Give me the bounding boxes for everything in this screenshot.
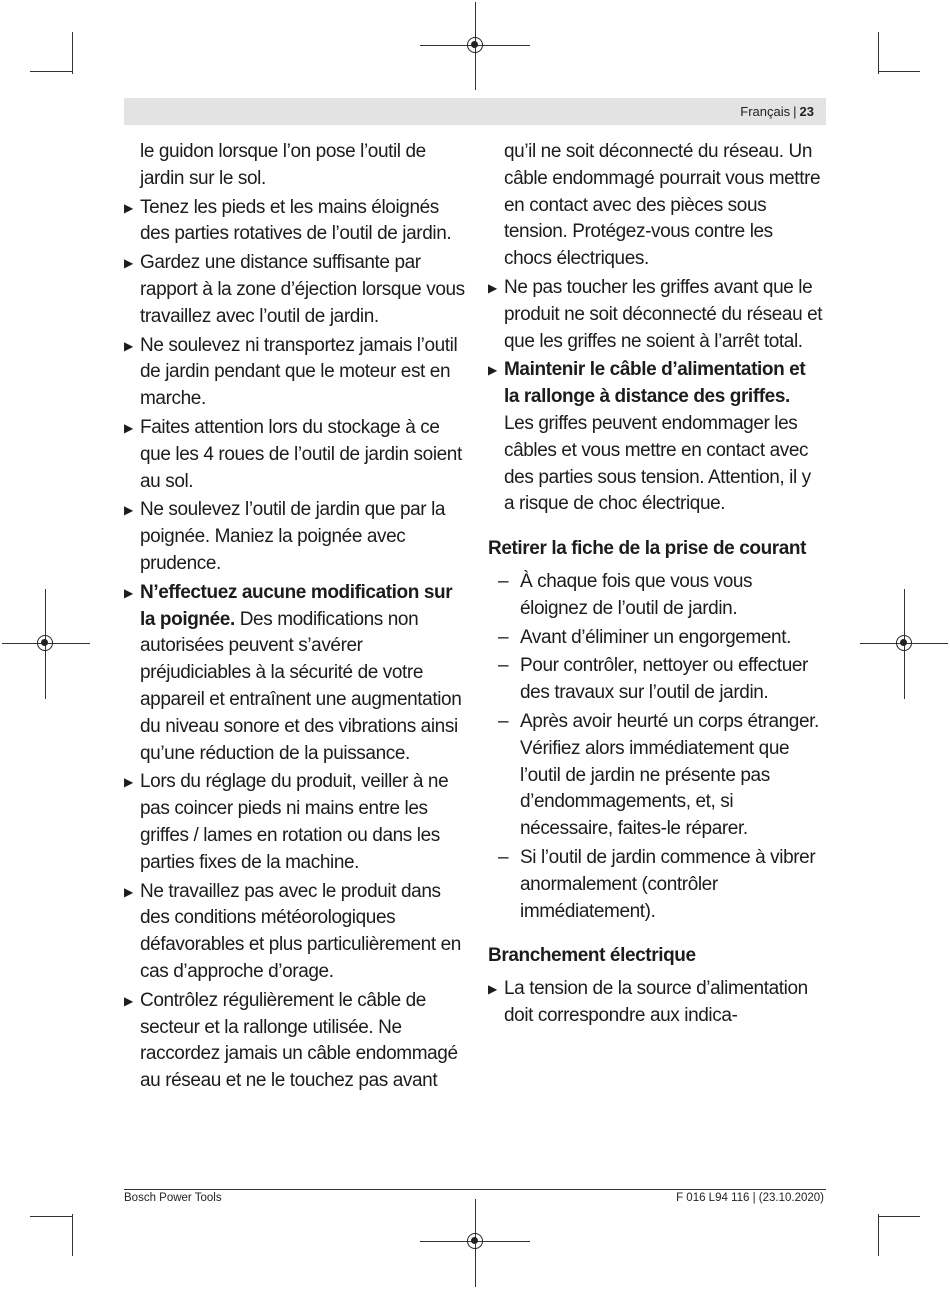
bullet-item: ▶ Tenez les pieds et les mains éloignés des parties rotatives de l’outil de jardin. <box>124 196 452 245</box>
bullet-bold-lead: Maintenir le câble d’alimentation et la rallonge à distance des griffes. <box>504 359 806 408</box>
paragraph: le guidon lorsque l’on pose l’outil de jardin sur le sol. <box>140 141 426 189</box>
dash-icon: – <box>498 655 509 677</box>
crop-mark <box>878 1216 920 1217</box>
footer-brand: Bosch Power Tools <box>124 1192 222 1204</box>
dash-icon: – <box>498 846 509 868</box>
header-text: Français | 23 <box>740 104 814 119</box>
bullet-triangle-icon: ▶ <box>124 884 133 899</box>
footer-doc-id: F 016 L94 116 | (23.10.2020) <box>676 1192 824 1204</box>
bullet-triangle-icon: ▶ <box>124 993 133 1008</box>
registration-target-icon <box>467 37 483 53</box>
bullet-item: ▶ Lors du réglage du produit, veiller à ne pas coincer pieds ni mains entre les griffes / lames en rotation ou dans les parties fixes de la machine. <box>124 771 449 873</box>
page-number: 23 <box>799 104 814 119</box>
bullet-item: ▶ Maintenir le câble d’alimentation et la rallonge à distance des griffes. Les griffes peuvent endommager les câbles et vous mettre en contact avec des parties sous tension. Attention, il y a risque de choc électrique. <box>488 359 811 515</box>
bullet-bold-lead: N’effectuez aucune modification sur la poignée. <box>140 581 453 630</box>
dash-icon: – <box>498 570 509 592</box>
bullet-item: ▶ N’effectuez aucune modification sur la poignée. Des modifications non autorisées peuvent s’avérer préjudiciables à la sécurité de votre appareil et entraînent une augmentation du niveau sonore et des vibrations ainsi qu’une réduction de la puissance. <box>124 581 462 764</box>
bullet-triangle-icon: ▶ <box>124 200 133 215</box>
dash-item: – Pour contrôler, nettoyer ou effectuer des travaux sur l’outil de jardin. <box>498 655 808 704</box>
bullet-triangle-icon: ▶ <box>124 503 133 518</box>
bullet-triangle-icon: ▶ <box>124 775 133 790</box>
left-column <box>124 139 466 1097</box>
bullet-triangle-icon: ▶ <box>124 256 133 271</box>
dash-icon: – <box>498 710 509 732</box>
bullet-triangle-icon: ▶ <box>124 338 133 353</box>
bullet-item: ▶ Ne soulevez ni transportez jamais l’outil de jardin pendant que le moteur est en marche. <box>124 334 458 410</box>
section-heading: Retirer la fiche de la prise de courant <box>488 538 807 560</box>
dash-item: – Avant d’éliminer un engorgement. <box>488 625 824 652</box>
bullet-item: ▶ Contrôlez régulièrement le câble de secteur et la rallonge utilisée. Ne raccordez jamais un câble endommagé au réseau et ne le touchez pas avant <box>124 989 458 1092</box>
crop-mark <box>878 32 879 74</box>
header-language: Français <box>740 104 791 119</box>
crop-mark <box>72 1214 73 1256</box>
section-heading: Branchement électrique <box>488 945 696 967</box>
page-header <box>124 98 826 125</box>
dash-item: – Après avoir heurté un corps étranger. Vérifiez alors immédiatement que l’outil de jardin ne présente pas d’endommagements, et, si nécessaire, faites-le réparer. <box>498 710 819 840</box>
crop-mark <box>72 32 73 74</box>
bullet-triangle-icon: ▶ <box>124 420 133 435</box>
crop-mark <box>878 71 920 72</box>
bullet-triangle-icon: ▶ <box>488 280 497 295</box>
bullet-item: ▶ La tension de la source d’alimentation doit correspondre aux indica- <box>488 978 808 1026</box>
registration-target-icon <box>896 635 912 651</box>
bullet-triangle-icon: ▶ <box>488 363 497 378</box>
crop-mark <box>30 71 72 72</box>
footer-rule <box>124 1189 826 1190</box>
bullet-triangle-icon: ▶ <box>488 982 497 997</box>
bullet-item: ▶ Ne pas toucher les griffes avant que le produit ne soit déconnecté du réseau et que les griffes ne soient à l’arrêt total. <box>488 276 823 352</box>
registration-target-icon <box>467 1233 483 1249</box>
bullet-item: ▶ Ne soulevez l’outil de jardin que par la poignée. Maniez la poignée avec prudence. <box>124 499 446 574</box>
right-column <box>488 139 824 1032</box>
dash-item: – À chaque fois que vous vous éloignez de l’outil de jardin. <box>498 570 753 619</box>
dash-icon: – <box>498 626 509 648</box>
bullet-triangle-icon: ▶ <box>124 585 133 600</box>
crop-mark <box>30 1216 72 1217</box>
bullet-item: ▶ Gardez une distance suffisante par rapport à la zone d’éjection lorsque vous travaillez avec l’outil de jardin. <box>124 252 465 327</box>
bullet-item: ▶ Faites attention lors du stockage à ce que les 4 roues de l’outil de jardin soient au sol. <box>124 416 462 492</box>
dash-item: – Si l’outil de jardin commence à vibrer anormalement (contrôler immédiatement). <box>498 846 816 922</box>
crop-mark <box>878 1214 879 1256</box>
paragraph: qu’il ne soit déconnecté du réseau. Un câble endommagé pourrait vous mettre en contact avec des pièces sous tension. Protégez-vous contre les chocs électriques. <box>504 141 821 270</box>
bullet-item: ▶ Ne travaillez pas avec le produit dans des conditions météorologiques défavorables et plus particulièrement en cas d’approche d’orage. <box>124 880 461 982</box>
registration-target-icon <box>37 635 53 651</box>
